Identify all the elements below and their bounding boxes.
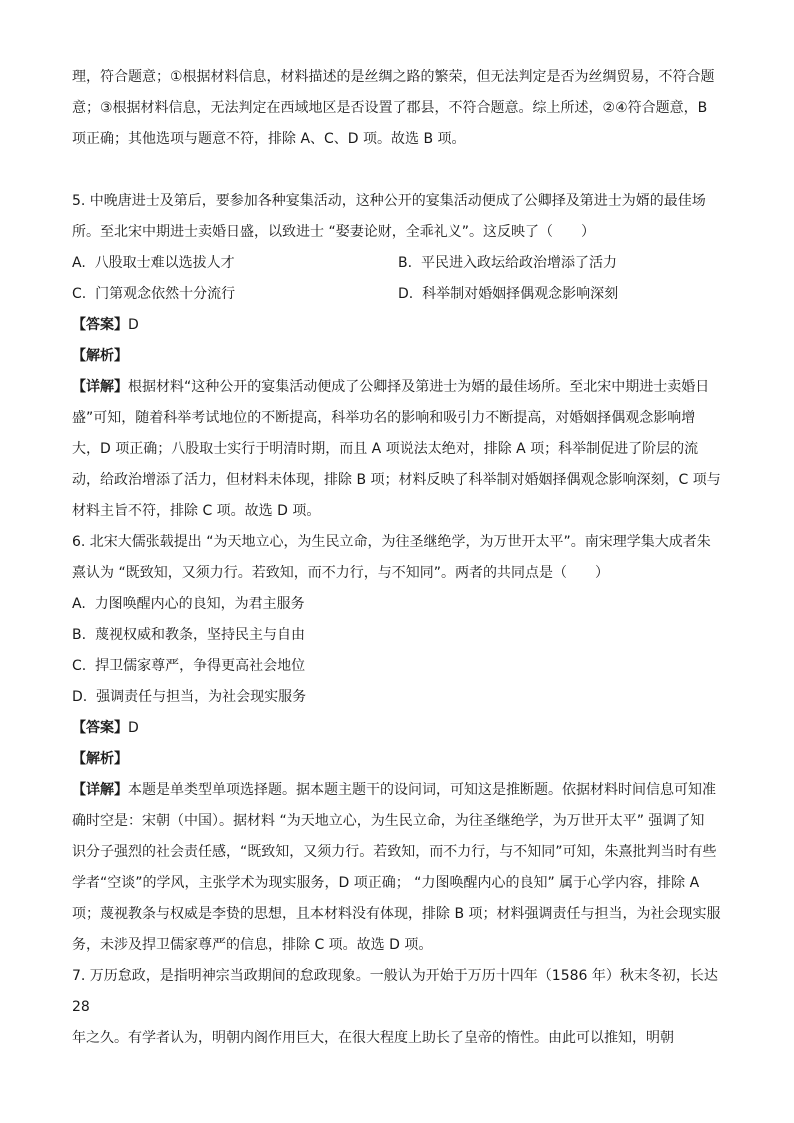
- option-text: 捍卫儒家尊严，争得更高社会地位: [95, 658, 306, 674]
- detail-text: 材料主旨不符，排除 C 项。故选 D 项。: [72, 503, 321, 519]
- detail-line: [72, 372, 724, 403]
- option-text: 蔑视权威和教条，坚持民主与自由: [94, 627, 305, 643]
- option-text: 平民进入政坛给政治增添了活力: [420, 255, 617, 271]
- option-label: C.: [72, 286, 87, 302]
- option-a: [72, 248, 398, 279]
- answer-value: D: [128, 317, 139, 333]
- question-stem: 7. 万历怠政，是指明神宗当政期间的怠政现象。一般认为开始于万历十四年（1586 年）秋末冬初，长达 28: [72, 968, 718, 1015]
- detail-text: 盛”可知，随着科举考试地位的不断提高，科举功名的影响和吸引力不断提高，对婚姻择偶观念影响增: [72, 410, 696, 426]
- question-stem: 所。至北宋中期进士卖婚日盛，以致进士 “娶妻论财，全乖礼义”。这反映了（ ）: [72, 224, 595, 240]
- option-d: [72, 682, 724, 713]
- detail-text: 学者“空谈”的学风，主张学术为现实服务，D 项正确； “力图唤醒内心的良知” 属于心学内容，排除 A: [72, 875, 700, 891]
- detail-tag: 【详解】: [72, 782, 128, 798]
- option-c: [72, 651, 724, 682]
- detail-text: 项；蔑视教条与权威是李贽的思想，且本材料没有体现，排除 B 项；材料强调责任与担当，为社会现实服: [72, 906, 721, 922]
- document-page: [72, 62, 724, 1054]
- answer-value: D: [128, 720, 139, 736]
- option-label: A.: [72, 596, 86, 612]
- option-b: [72, 620, 724, 651]
- option-label: D.: [72, 689, 88, 705]
- answer-tag: 【答案】: [72, 720, 128, 736]
- detail-text: 动，给政治增添了活力，但材料未体现，排除 B 项；材料反映了科举制对婚姻择偶观念影响深刻，C 项与: [72, 472, 721, 488]
- question-stem: 6. 北宋大儒张载提出 “为天地立心，为生民立命，为往圣继绝学，为万世开太平”。南宋理学集大成者朱: [72, 534, 711, 550]
- question-stem: 年之久。有学者认为，明朝内阁作用巨大，在很大程度上助长了皇帝的惰性。由此可以推知，明朝: [72, 1030, 674, 1046]
- option-c: [72, 279, 398, 310]
- options-row: [72, 279, 724, 310]
- option-label: C.: [72, 658, 87, 674]
- detail-line: [72, 775, 724, 806]
- detail-text: 识分子强烈的社会责任感，“既致知，又须力行。若致知，而不力行，与不知同”可知，朱熹批判当时有些: [72, 844, 717, 860]
- option-d: [398, 279, 724, 310]
- analysis-line: [72, 341, 724, 372]
- text-line: 项正确；其他选项与题意不符，排除 A、C、D 项。故选 B 项。: [72, 131, 466, 147]
- answer-line: [72, 310, 724, 341]
- option-text: 力图唤醒内心的良知，为君主服务: [94, 596, 305, 612]
- analysis-line: [72, 744, 724, 775]
- option-text: 八股取士难以选拔人才: [94, 255, 235, 271]
- option-b: [398, 248, 724, 279]
- spacer: [72, 155, 724, 186]
- detail-text: 根据材料“这种公开的宴集活动便成了公卿择及第进士为婿的最佳场所。至北宋中期进士卖婚日: [128, 379, 710, 395]
- answer-tag: 【答案】: [72, 317, 128, 333]
- answer-line: [72, 713, 724, 744]
- options-row: [72, 248, 724, 279]
- text-line: 理，符合题意；①根据材料信息，材料描述的是丝绸之路的繁荣，但无法判定是否为丝绸贸易，不符合题: [72, 69, 715, 85]
- detail-text: 本题是单类型单项选择题。据本题主题干的设问词，可知这是推断题。依据材料时间信息可知准: [128, 782, 716, 798]
- option-text: 科举制对婚姻择偶观念影响深刻: [422, 286, 619, 302]
- analysis-tag: 【解析】: [72, 348, 128, 364]
- option-label: D.: [398, 286, 414, 302]
- analysis-tag: 【解析】: [72, 751, 128, 767]
- question-7: [72, 961, 724, 1054]
- detail-text: 大，D 项正确；八股取士实行于明清时期，而且 A 项说法太绝对，排除 A 项；科举制促进了阶层的流: [72, 441, 699, 457]
- question-stem: 熹认为 “既致知，又须力行。若致知，而不力行，与不知同”。两者的共同点是（ ）: [72, 565, 609, 581]
- option-label: B.: [398, 255, 413, 271]
- detail-tag: 【详解】: [72, 379, 128, 395]
- option-label: B.: [72, 627, 87, 643]
- question-stem: 5. 中晚唐进士及第后，要参加各种宴集活动，这种公开的宴集活动便成了公卿择及第进士为婿的最佳场: [72, 193, 706, 209]
- option-text: 门第观念依然十分流行: [95, 286, 236, 302]
- detail-text: 确时空是：宋朝（中国）。据材料 “为天地立心，为生民立命，为往圣继绝学，为万世开太平” 强调了知: [72, 813, 705, 829]
- question-5: [72, 186, 724, 527]
- question-6: [72, 527, 724, 961]
- detail-text: 务，未涉及捍卫儒家尊严的信息，排除 C 项。故选 D 项。: [72, 937, 433, 953]
- text-line: 意；③根据材料信息，无法判定在西域地区是否设置了郡县，不符合题意。综上所述，②④符合题意，B: [72, 100, 708, 116]
- option-label: A.: [72, 255, 86, 271]
- option-a: [72, 589, 724, 620]
- option-text: 强调责任与担当，为社会现实服务: [96, 689, 307, 705]
- prev-explanation: [72, 62, 724, 155]
